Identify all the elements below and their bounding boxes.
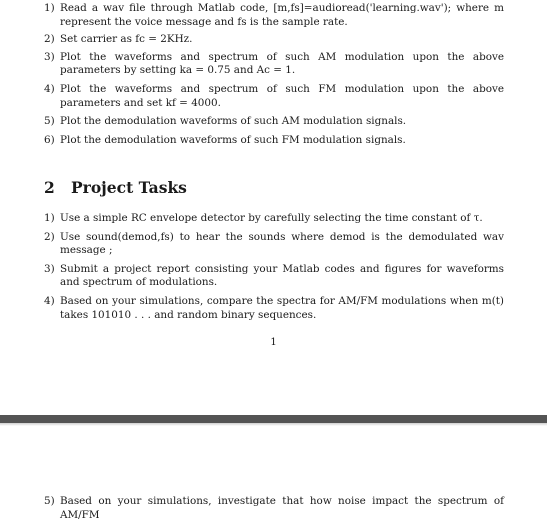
task-text: Based on your simulations, compare the spectra for AM/FM modulations when m(t) takes 101010 . . . and random binary sequences.	[60, 294, 504, 321]
section-number: 2	[44, 178, 55, 197]
task-text: Submit a project report consisting your Matlab codes and figures for waveforms and spectrum of modulations.	[60, 262, 504, 289]
task-number: 2)	[44, 230, 55, 243]
task-number: 1)	[44, 212, 55, 224]
step-text: Plot the waveforms and spectrum of such FM modulation upon the above parameters and set kf = 4000.	[60, 82, 504, 109]
step-number: 4)	[44, 82, 55, 95]
task-number: 4)	[44, 294, 55, 307]
step-number: 3)	[44, 50, 55, 63]
step-text: Plot the demodulation waveforms of such AM modulation signals.	[60, 115, 407, 128]
page-break-shadow	[0, 423, 547, 426]
procedure-step	[44, 51, 504, 78]
procedure-step	[44, 83, 504, 110]
task-text: Use a simple RC envelope detector by carefully selecting the time constant of τ.	[60, 212, 483, 224]
task-item	[44, 495, 504, 522]
project-tasks-list	[44, 212, 504, 322]
step-number: 5)	[44, 115, 55, 128]
task-number: 5)	[44, 495, 55, 507]
page-break-bar	[0, 415, 547, 423]
section-heading	[44, 178, 187, 197]
step-text: Plot the demodulation waveforms of such FM modulation signals.	[60, 133, 406, 146]
task-text: Based on your simulations, investigate that how noise impact the spectrum of AM/FM	[60, 495, 504, 521]
procedure-step	[44, 2, 504, 29]
page-number: 1	[270, 337, 277, 348]
section-title-text: Project Tasks	[71, 178, 187, 197]
step-number: 1)	[44, 2, 55, 14]
procedure-step	[44, 134, 504, 148]
task-text: Use sound(demod,fs) to hear the sounds where demod is the demodulated wav message ;	[60, 230, 504, 257]
procedure-step	[44, 115, 504, 129]
next-page-tasks-list	[44, 495, 504, 522]
step-text: Set carrier as fc = 2KHz.	[60, 33, 193, 46]
step-text: Read a wav file through Matlab code, [m,fs]=audioread('learning.wav'); where m represent the voice message and fs is the sample rate.	[60, 2, 504, 28]
step-number: 2)	[44, 33, 55, 46]
step-text: Plot the waveforms and spectrum of such AM modulation upon the above parameters by setting ka = 0.75 and Ac = 1.	[60, 50, 504, 77]
task-item	[44, 231, 504, 258]
task-item	[44, 295, 504, 322]
step-number: 6)	[44, 133, 55, 146]
procedure-steps-list	[44, 2, 504, 147]
procedure-step	[44, 33, 504, 47]
task-item	[44, 263, 504, 290]
task-number: 3)	[44, 262, 55, 275]
task-item	[44, 212, 504, 226]
